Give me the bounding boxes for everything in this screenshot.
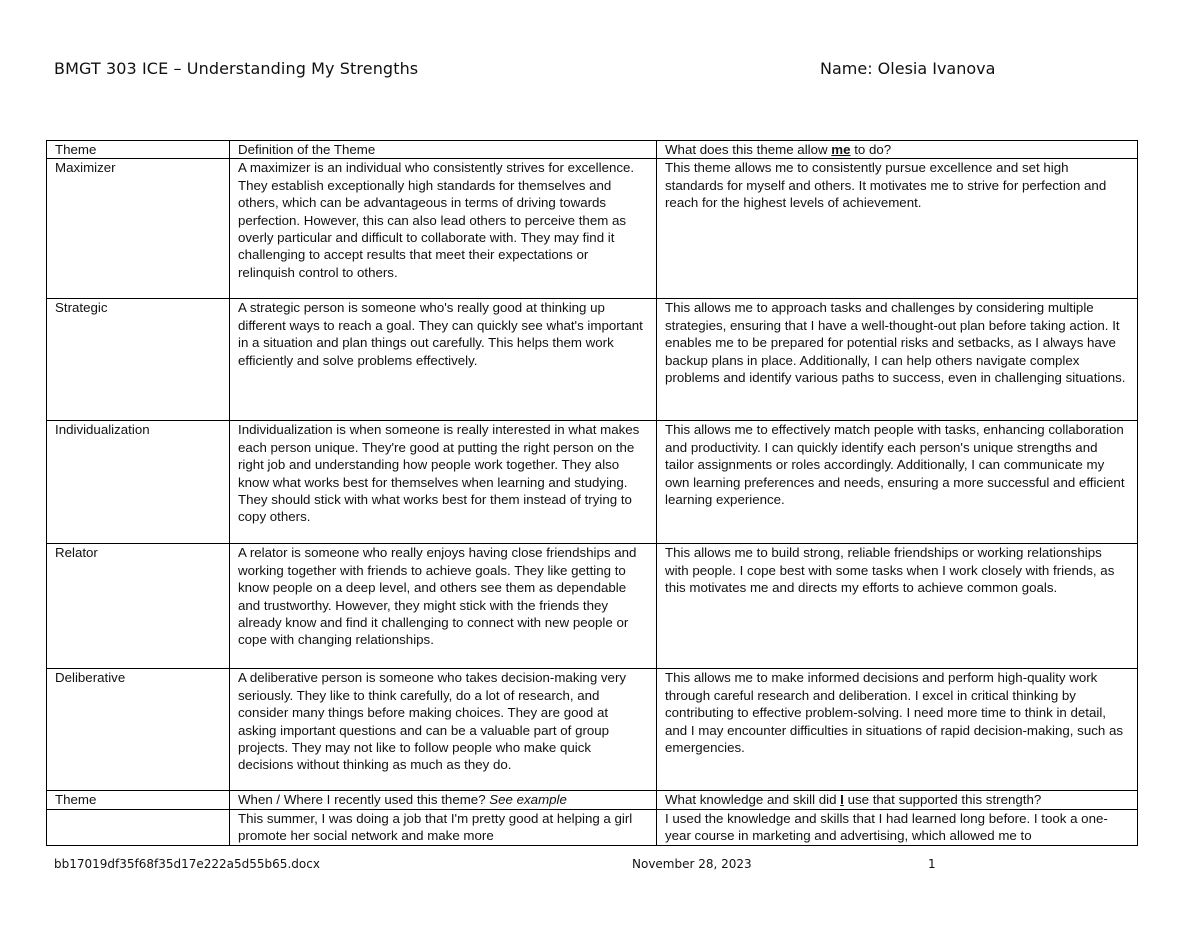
table-header-row — [47, 141, 1138, 159]
allows-cell: This theme allows me to consistently pursue excellence and set high standards for myself and others. It motivates me to strive for perfection and reach for the highest levels of achievement. — [657, 159, 1138, 299]
header-definition: Definition of the Theme — [230, 141, 657, 159]
header2-when — [230, 791, 657, 809]
header2-knowledge-i: I — [840, 792, 844, 808]
definition-cell: A relator is someone who really enjoys having close friendships and working together with friends to achieve goals. They like getting to know people on a deep level, and others see them as dependable and trustworthy. However, they might stick with the friends they already know and find it challenging to connect with new people or cope with changing relationships. — [230, 544, 657, 669]
header-allow-me: me — [831, 142, 851, 157]
knowledge-cell: I used the knowledge and skills that I had learned long before. I took a one-year course in marketing and advertising, which allowed me to — [657, 809, 1138, 845]
theme-cell: Maximizer — [47, 159, 230, 299]
table-row — [47, 544, 1138, 669]
theme-cell: Deliberative — [47, 669, 230, 791]
header-allow — [657, 141, 1138, 159]
allows-cell: This allows me to approach tasks and challenges by considering multiple strategies, ensuring that I have a well-thought-out plan before taking action. It enables me to be prepared for potential risks and setbacks, as I always have backup plans in place. Additionally, I can help others navigate complex problems and identify various paths to success, even in challenging situations. — [657, 299, 1138, 421]
footer-date: November 28, 2023 — [632, 857, 752, 871]
header-allow-suffix: to do? — [850, 142, 892, 157]
theme-cell: Relator — [47, 544, 230, 669]
table-row — [47, 809, 1138, 845]
header2-knowledge-suffix: use that supported this strength? — [843, 792, 1042, 808]
footer-page-number: 1 — [928, 857, 936, 871]
definition-cell: A maximizer is an individual who consistently strives for excellence. They establish exceptionally high standards for themselves and others, which can be advantageous in terms of driving towards perfection. However, this can also lead others to perceive them as overly particular and difficult to collaborate with. They may find it challenging to accept results that meet their expectations or relinquish control to others. — [230, 159, 657, 299]
header2-knowledge-prefix: What knowledge and skill did — [665, 792, 841, 808]
allows-cell: This allows me to make informed decisions and perform high-quality work through careful research and deliberation. I excel in critical thinking by contributing to effective problem-solving. I need more time to think in detail, and I may encounter difficulties in situations of rapid decision-making, such as emergencies. — [657, 669, 1138, 791]
when-cell: This summer, I was doing a job that I'm pretty good at helping a girl promote her social network and make more — [230, 809, 657, 845]
table-row — [47, 421, 1138, 544]
header2-theme: Theme — [47, 791, 230, 809]
allows-cell: This allows me to effectively match people with tasks, enhancing collaboration and productivity. I can quickly identify each person's unique strengths and tailor assignments or roles accordingly. Additionally, I can communicate my own learning preferences and needs, ensuring a more successful and efficient learning experience. — [657, 421, 1138, 544]
table-row — [47, 159, 1138, 299]
strengths-table — [46, 140, 1138, 846]
student-name: Name: Olesia Ivanova — [820, 59, 996, 78]
header2-when-prefix: When / Where I recently used this theme? — [238, 792, 490, 808]
definition-cell: A deliberative person is someone who takes decision-making very seriously. They like to think carefully, do a lot of research, and consider many things before making choices. They are good at asking important questions and can be a valuable part of group projects. They may not like to follow people who make quick decisions without thinking as much as they do. — [230, 669, 657, 791]
footer-filename: bb17019df35f68f35d17e222a5d55b65.docx — [54, 857, 320, 871]
definition-cell: A strategic person is someone who's really good at thinking up different ways to reach a goal. They can quickly see what's important in a situation and plan things out carefully. This helps them work efficiently and solve problems effectively. — [230, 299, 657, 421]
allows-cell: This allows me to build strong, reliable friendships or working relationships with people. I cope best with some tasks when I work closely with friends, as this motivates me and directs my efforts to achieve common goals. — [657, 544, 1138, 669]
header2-when-example: See example — [489, 792, 567, 808]
table-row — [47, 299, 1138, 421]
header-allow-prefix: What does this theme allow — [665, 142, 832, 157]
definition-cell: Individualization is when someone is really interested in what makes each person unique. They're good at putting the right person on the right job and understanding how people work together. They also know what works best for themselves when learning and studying. They should stick with what works best for them instead of trying to copy others. — [230, 421, 657, 544]
table-second-header-row — [47, 791, 1138, 809]
theme-cell: Strategic — [47, 299, 230, 421]
header2-knowledge — [657, 791, 1138, 809]
theme-cell — [47, 809, 230, 845]
document-title: BMGT 303 ICE – Understanding My Strengths — [54, 59, 419, 78]
theme-cell: Individualization — [47, 421, 230, 544]
table-row — [47, 669, 1138, 791]
header-theme: Theme — [47, 141, 230, 159]
